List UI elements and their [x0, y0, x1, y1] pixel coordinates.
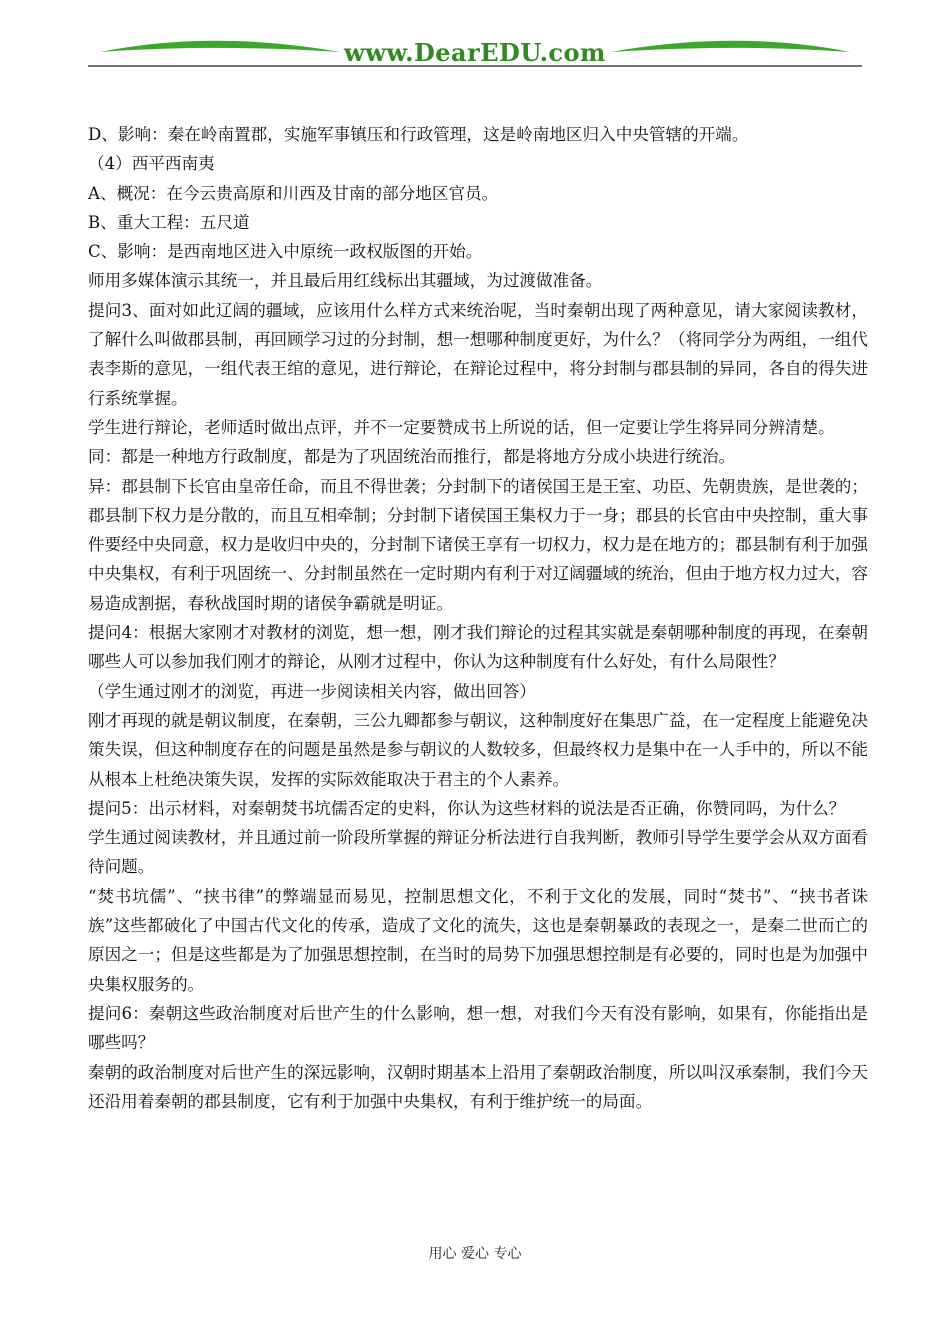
paragraph: D、影响：秦在岭南置郡，实施军事镇压和行政管理，这是岭南地区归入中央管辖的开端。	[88, 125, 749, 144]
paragraph: 提问5：出示材料，对秦朝焚书坑儒否定的史料，你认为这些材料的说法是否正确，你赞同吗，为什么？	[88, 798, 846, 818]
paragraph: （4）西平西南夷	[88, 154, 215, 174]
paragraph: C、影响：是西南地区进入中原统一政权版图的开始。	[88, 242, 483, 262]
paragraph: 刚才再现的就是朝议制度，在秦朝，三公九卿都参与朝议，这种制度好在集思广益，在一定程度上能避免决策失误，但这种制度存在的问题是虽然是参与朝议的人数较多，但最终权力是集中在一人手中的，所以不能从根本上杜绝决策失误，发挥的实际效能取决于君主的个人素养。	[88, 710, 868, 789]
paragraph: 师用多媒体演示其统一，并且最后用红线标出其疆域，为过渡做准备。	[88, 271, 603, 291]
paragraph: A、概况：在今云贵高原和川西及甘南的部分地区官员。	[88, 183, 499, 203]
paragraph: 学生进行辩论，老师适时做出点评，并不一定要赞成书上所说的话，但一定要让学生将异同分辨清楚。	[88, 417, 835, 437]
paragraph: 异：郡县制下长官由皇帝任命，而且不得世袭；分封制下的诸侯国王是王室、功臣、先朝贵族，是世袭的；郡县制下权力是分散的，而且互相牵制；分封制下诸侯国王集权力于一身；郡县的长官由中央控制，重大事件要经中央同意，权力是收归中央的，分封制下诸侯王享有一切权力，权力是在地方的；郡县制有利于加强中央集权，有利于巩固统一、分封制虽然在一定时期内有利于对辽阔疆域的统治，但由于地方权力过大，容易造成割据，春秋战国时期的诸侯争霸就是明证。	[88, 476, 868, 613]
paragraph: 秦朝的政治制度对后世产生的深远影响，汉朝时期基本上沿用了秦朝政治制度，所以叫汉承秦制，我们今天还沿用着秦朝的郡县制度，它有利于加强中央集权，有利于维护统一的局面。	[88, 1062, 868, 1111]
page-header	[0, 0, 950, 80]
paragraph: “焚书坑儒”、“挟书律”的弊端显而易见，控制思想文化，不利于文化的发展，同时“焚书”、“挟书者诛族”这些都破化了中国古代文化的传承，造成了文化的流失，这也是秦朝暴政的表现之一，是秦二世而亡的原因之一；但是这些都是为了加强思想控制，在当时的局势下加强思想控制是有必要的，同时也是为加强中央集权服务的。	[88, 886, 868, 994]
site-logo-text: www.DearEDU.com	[344, 38, 606, 67]
paragraph: 同：都是一种地方行政制度，都是为了巩固统治而推行，都是将地方分成小块进行统治。	[88, 447, 736, 467]
paragraph: 提问6：秦朝这些政治制度对后世产生的什么影响，想一想，对我们今天有没有影响，如果有，你能指出是哪些吗？	[88, 1003, 868, 1053]
document-body	[88, 120, 868, 1116]
paragraph: B、重大工程：五尺道	[88, 212, 250, 232]
paragraph: 提问3、面对如此辽阔的疆域，应该用什么样方式来统治呢，当时秦朝出现了两种意见，请大家阅读教材，了解什么叫做郡县制，再回顾学习过的分封制，想一想哪种制度更好，为什么？（将同学分为两组，一组代表李斯的意见，一组代表王绾的意见，进行辩论，在辩论过程中，将分封制与郡县制的异同，各自的得失进行系统掌握。	[88, 300, 868, 408]
paragraph: 学生通过阅读教材，并且通过前一阶段所掌握的辩证分析法进行自我判断，教师引导学生要学会从双方面看待问题。	[88, 828, 868, 877]
paragraph: 提问4：根据大家刚才对教材的浏览，想一想，刚才我们辩论的过程其实就是秦朝哪种制度的再现，在秦朝哪些人可以参加我们刚才的辩论，从刚才过程中，你认为这种制度有什么好处，有什么局限性？	[88, 623, 868, 672]
page-footer: 用心 爱心 专心	[428, 1246, 522, 1262]
paragraph: （学生通过刚才的浏览，再进一步阅读相关内容，做出回答）	[88, 681, 537, 701]
